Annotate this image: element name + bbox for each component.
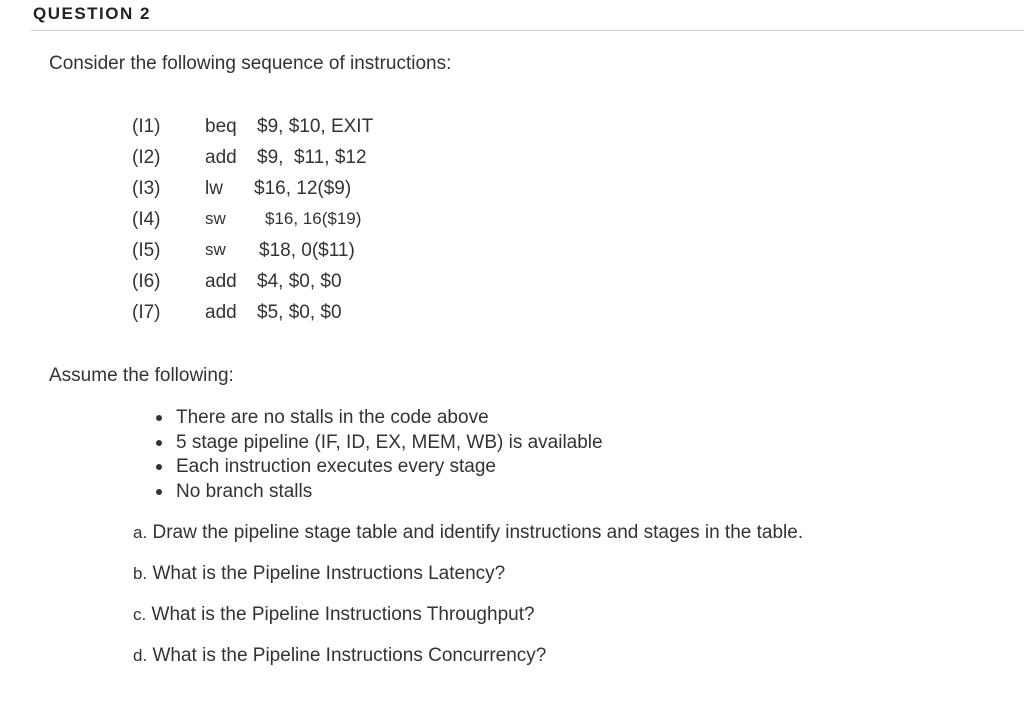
instruction-operands: $5, $0, $0 — [257, 302, 342, 323]
instruction-row — [132, 147, 367, 171]
task-text: Draw the pipeline stage table and identify instructions and stages in the table. — [152, 522, 804, 543]
task-text: What is the Pipeline Instructions Throughput? — [151, 604, 535, 625]
assumption-item — [152, 406, 603, 431]
instruction-label: (I5) — [132, 240, 161, 261]
instruction-operands: $9, $11, $12 — [257, 147, 367, 168]
instruction-label: (I1) — [132, 116, 161, 137]
instruction-row — [132, 271, 342, 295]
instruction-opcode: lw — [205, 178, 223, 199]
question-intro: Consider the following sequence of instructions: — [49, 53, 452, 74]
instruction-label: (I4) — [132, 209, 161, 230]
instruction-row — [132, 209, 362, 233]
bullet-icon — [156, 415, 162, 421]
task-item — [133, 604, 535, 626]
instruction-label: (I6) — [132, 271, 161, 292]
task-item — [133, 563, 505, 585]
task-text: What is the Pipeline Instructions Concurrency? — [152, 645, 547, 666]
assumption-text: There are no stalls in the code above — [176, 407, 489, 428]
instruction-operands: $4, $0, $0 — [257, 271, 342, 292]
question-title: QUESTION 2 — [33, 4, 151, 23]
bullet-icon — [156, 440, 162, 446]
instruction-opcode: sw — [205, 209, 226, 228]
instruction-label: (I2) — [132, 147, 161, 168]
assumption-text: No branch stalls — [176, 480, 313, 502]
assumption-text: Each instruction executes every stage — [176, 456, 497, 477]
assumption-item — [152, 480, 603, 505]
instruction-opcode: add — [205, 271, 237, 292]
instruction-opcode: sw — [205, 240, 226, 259]
task-letter: c. — [133, 605, 147, 624]
instruction-operands: $16, 16($19) — [265, 209, 362, 228]
task-item — [133, 522, 803, 544]
assumption-item — [152, 455, 603, 480]
assumption-item — [152, 431, 603, 456]
task-text: What is the Pipeline Instructions Latency? — [152, 563, 506, 584]
task-letter: b. — [133, 564, 148, 583]
instruction-operands: $9, $10, EXIT — [257, 116, 374, 137]
instruction-row — [132, 116, 374, 140]
task-letter: a. — [133, 523, 148, 542]
instruction-operands: $16, 12($9) — [254, 178, 352, 199]
instruction-row — [132, 178, 352, 202]
task-letter: d. — [133, 646, 148, 665]
instruction-label: (I7) — [132, 302, 161, 323]
instruction-opcode: add — [205, 147, 237, 168]
instruction-label: (I3) — [132, 178, 161, 199]
instruction-row — [132, 302, 342, 326]
instruction-operands: $18, 0($11) — [259, 240, 355, 261]
instruction-row — [132, 240, 355, 264]
instruction-opcode: add — [205, 302, 237, 323]
bullet-icon — [156, 489, 162, 495]
assumption-list — [152, 406, 603, 504]
assume-heading: Assume the following: — [49, 365, 234, 386]
header-divider — [31, 30, 1024, 31]
task-item — [133, 645, 546, 667]
instruction-opcode: beq — [205, 116, 237, 137]
assumption-text: 5 stage pipeline (IF, ID, EX, MEM, WB) is available — [176, 431, 603, 453]
bullet-icon — [156, 464, 162, 470]
